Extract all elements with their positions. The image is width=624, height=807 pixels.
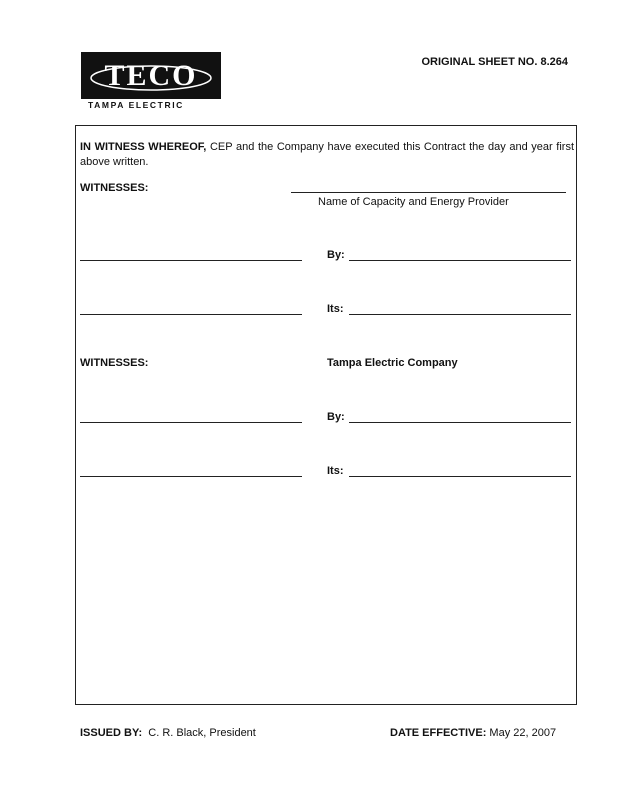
provider-signature-line (291, 192, 566, 193)
teco-logo (81, 52, 221, 99)
witnesses-label-1: WITNESSES: (80, 182, 149, 194)
logo-wordmark: TECO (104, 59, 198, 92)
witness-text: CEP and the Company have executed this Contract the day and year first above written. (80, 141, 574, 168)
date-label: DATE EFFECTIVE: (390, 727, 487, 739)
its-signature-line-2 (349, 476, 571, 477)
company-name: Tampa Electric Company (327, 357, 458, 369)
its-signature-line-1 (349, 314, 571, 315)
witness-line-4 (80, 476, 302, 477)
date-value: May 22, 2007 (489, 727, 557, 739)
date-effective (390, 727, 556, 739)
logo-subtitle: TAMPA ELECTRIC (88, 100, 184, 110)
its-label-2: Its: (327, 465, 344, 477)
by-label-1: By: (327, 249, 345, 261)
by-signature-line-2 (349, 422, 571, 423)
its-label-1: Its: (327, 303, 344, 315)
provider-caption: Name of Capacity and Energy Provider (318, 196, 509, 208)
witness-line-2 (80, 314, 302, 315)
by-signature-line-1 (349, 260, 571, 261)
issued-value: C. R. Black, President (148, 727, 256, 739)
by-label-2: By: (327, 411, 345, 423)
witness-paragraph (80, 140, 574, 170)
sheet-number: ORIGINAL SHEET NO. 8.264 (421, 56, 568, 68)
witness-line-1 (80, 260, 302, 261)
issued-by (80, 727, 256, 739)
witnesses-label-2: WITNESSES: (80, 357, 149, 369)
issued-label: ISSUED BY: (80, 727, 143, 739)
witness-lead: IN WITNESS WHEREOF, (80, 141, 207, 153)
witness-line-3 (80, 422, 302, 423)
contract-frame (75, 125, 577, 705)
